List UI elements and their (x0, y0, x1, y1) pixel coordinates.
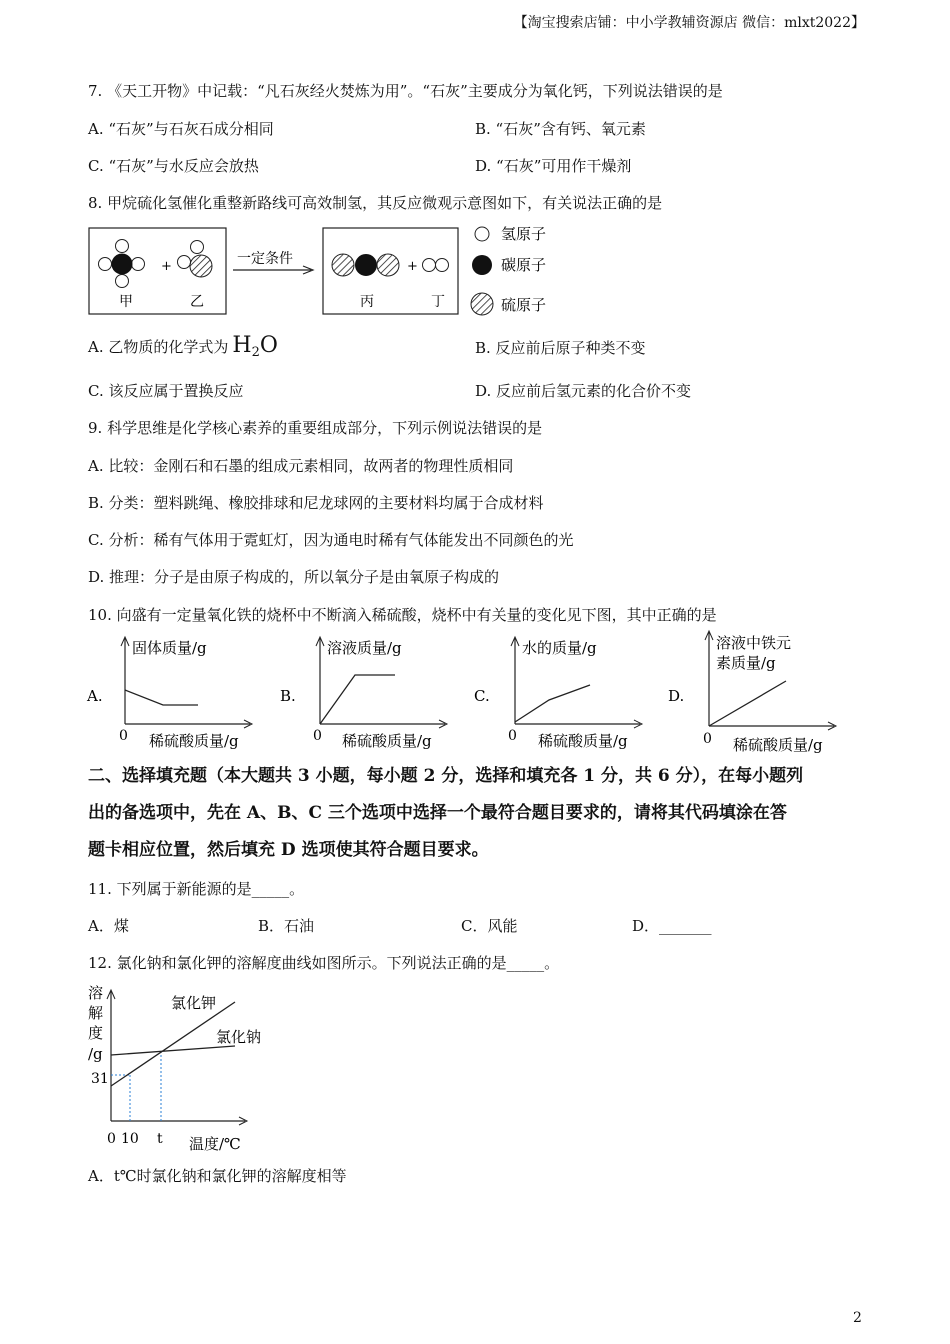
label-ding: 丁 (431, 294, 445, 310)
q10-graph-d (666, 628, 846, 760)
q12-stem: 12. 氯化钠和氯化钾的溶解度曲线如图所示。下列说法正确的是_____。 (88, 954, 560, 972)
legend-hydrogen: 氢原子 (501, 225, 547, 243)
q10-graph-b (278, 632, 458, 757)
q12-ylabel-3: 度 (88, 1024, 104, 1042)
tick-t: t (157, 1131, 163, 1147)
q9-option-d: D. 推理：分子是由原子构成的，所以氧分子是由氧原子构成的 (88, 568, 500, 586)
q10-b-origin: 0 (313, 728, 322, 744)
q7-option-b: B. “石灰”含有钙、氧元素 (475, 120, 646, 138)
q9-stem: 9. 科学思维是化学核心素养的重要组成部分，下列示例说法错误的是 (88, 419, 543, 437)
q8-option-b: B. 反应前后原子种类不变 (475, 339, 646, 357)
solubility-chart (85, 980, 285, 1158)
q7-option-c: C. “石灰”与水反应会放热 (88, 157, 259, 175)
q10-b-letter: B. (280, 687, 296, 705)
q8-option-a (88, 333, 278, 360)
kcl-label: 氯化钾 (171, 994, 217, 1012)
q7-option-a: A. “石灰”与石灰石成分相同 (88, 120, 274, 138)
plus-sign-1: + (161, 259, 172, 274)
q10-d-curve (709, 681, 786, 726)
page-number: 2 (853, 1310, 862, 1326)
q11-option-d: D．_______ (632, 917, 712, 935)
q9-option-c: C. 分析：稀有气体用于霓虹灯，因为通电时稀有气体能发出不同颜色的光 (88, 531, 574, 549)
q10-a-origin: 0 (119, 728, 128, 744)
formula-o: O (259, 333, 278, 358)
nacl-label: 氯化钠 (216, 1028, 262, 1046)
formula-h: H (232, 333, 252, 358)
q8-option-a-text: A. 乙物质的化学式为 (88, 338, 229, 356)
q10-b-ylabel: 溶液质量/g (327, 639, 402, 657)
legend-sulfur: 硫原子 (501, 296, 547, 314)
q10-graph-a (85, 632, 265, 757)
q10-d-origin: 0 (703, 731, 712, 747)
q10-c-xlabel: 稀硫酸质量/g (538, 732, 628, 750)
label-jia: 甲 (119, 294, 133, 310)
q10-a-curve (125, 690, 198, 705)
q11-option-c: C．风能 (461, 917, 518, 935)
q10-d-ylabel-2: 素质量/g (716, 654, 776, 672)
label-yi: 乙 (190, 294, 204, 310)
reaction-diagram (85, 222, 565, 322)
legend-s-icon (471, 293, 493, 315)
q8-option-d: D. 反应前后氢元素的化合价不变 (475, 382, 692, 400)
q7-option-d: D. “石灰”可用作干燥剂 (475, 157, 632, 175)
legend-c-icon (472, 255, 492, 275)
q10-c-ylabel: 水的质量/g (522, 639, 597, 657)
q11-option-a: A．煤 (88, 917, 129, 935)
hydrogen-molecule (423, 259, 449, 272)
q10-d-xlabel: 稀硫酸质量/g (733, 736, 823, 754)
tick-10: 10 (121, 1131, 139, 1147)
reaction-condition: 一定条件 (237, 251, 293, 267)
section2-line1: 二、选择填充题（本大题共 3 小题，每小题 2 分，选择和填充各 1 分，共 6 分），在每小题列 (88, 766, 804, 786)
section2-line2: 出的备选项中，先在 A、B、C 三个选项中选择一个最符合题目要求的，请将其代码填涂在答 (88, 803, 787, 823)
q10-a-ylabel: 固体质量/g (132, 639, 207, 657)
label-bing: 丙 (360, 294, 374, 310)
page-header: 【淘宝搜索店铺：中小学教辅资源店 微信：mlxt2022】 (513, 15, 865, 31)
q10-stem: 10. 向盛有一定量氧化铁的烧杯中不断滴入稀硫酸，烧杯中有关量的变化见下图，其中正确的是 (88, 606, 717, 624)
plus-sign-2: + (407, 259, 418, 274)
q12-ylabel-4: /g (88, 1045, 103, 1063)
q7-stem: 7. 《天工开物》中记载：“凡石灰经火焚炼为用”。“石灰”主要成分为氧化钙，下列说法错误的是 (88, 82, 723, 100)
q12-ylabel-2: 解 (88, 1004, 104, 1022)
tick-0: 0 (107, 1131, 116, 1147)
nacl-curve (111, 1046, 235, 1055)
q10-d-letter: D. (668, 687, 685, 705)
q10-a-xlabel: 稀硫酸质量/g (149, 732, 239, 750)
q8-option-c: C. 该反应属于置换反应 (88, 382, 244, 400)
q10-c-origin: 0 (508, 728, 517, 744)
formula-sub: 2 (251, 345, 260, 360)
q10-c-letter: C. (474, 687, 490, 705)
methane-molecule (99, 240, 145, 288)
carbon-disulfide-molecule (332, 254, 399, 276)
q12-xlabel: 温度/℃ (189, 1135, 241, 1153)
q12-ylabel-1: 溶 (88, 984, 104, 1002)
q10-graph-c (472, 632, 652, 757)
hydrogen-sulfide-molecule (178, 241, 213, 278)
q11-stem: 11. 下列属于新能源的是_____。 (88, 880, 305, 898)
q10-d-ylabel-1: 溶液中铁元 (716, 634, 792, 652)
q8-stem: 8. 甲烷硫化氢催化重整新路线可高效制氢，其反应微观示意图如下，有关说法正确的是 (88, 194, 663, 212)
q10-a-letter: A. (87, 687, 103, 705)
tick-31: 31 (91, 1071, 109, 1087)
section2-line3: 题卡相应位置，然后填充 D 选项使其符合题目要求。 (88, 840, 489, 860)
q9-option-b: B. 分类：塑料跳绳、橡胶排球和尼龙球网的主要材料均属于合成材料 (88, 494, 544, 512)
q10-b-curve (320, 675, 395, 724)
q10-b-xlabel: 稀硫酸质量/g (342, 732, 432, 750)
legend-carbon: 碳原子 (501, 256, 547, 274)
q12-option-a: A．t℃时氯化钠和氯化钾的溶解度相等 (88, 1167, 347, 1185)
q11-option-b: B．石油 (258, 917, 315, 935)
q9-option-a: A. 比较：金刚石和石墨的组成元素相同，故两者的物理性质相同 (88, 457, 514, 475)
legend-h-icon (475, 227, 489, 241)
q10-c-curve (515, 685, 590, 722)
